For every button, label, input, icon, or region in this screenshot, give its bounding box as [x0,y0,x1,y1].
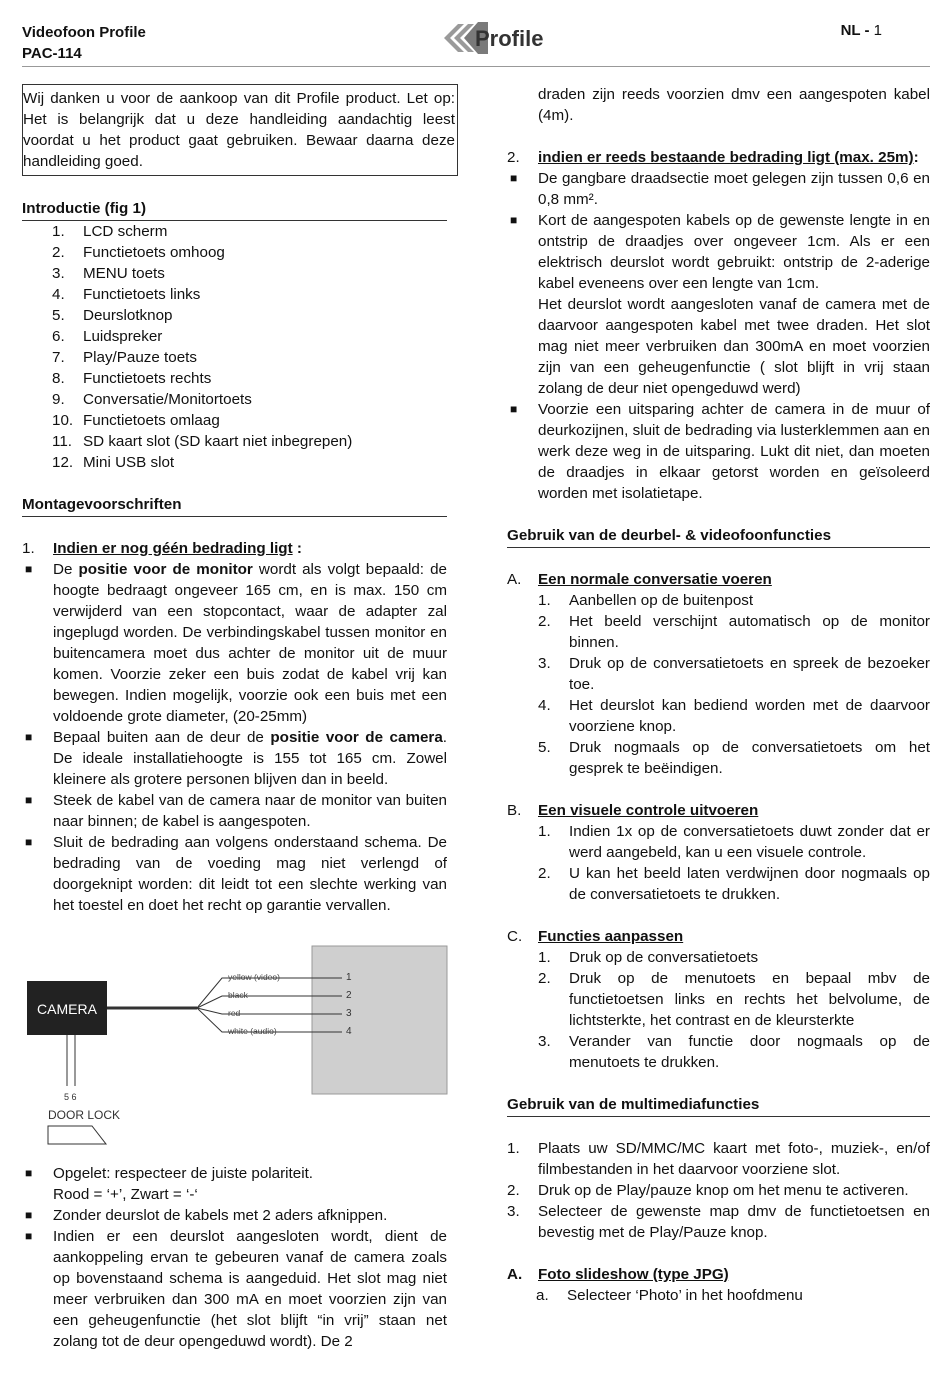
list-item: 2. Druk op de Play/pauze knop om het menu te activeren. [507,1182,909,1199]
list-item: ■ De gangbare draadsectie moet gelegen zijn tussen 0,6 en 0,8 mm². [510,170,930,208]
multimedia-list [476,1138,930,1243]
list-item: ■ Steek de kabel van de camera naar de monitor van buiten naar binnen; de kabel is aangespoten. [25,792,447,830]
list-item: 3. MENU toets [52,265,165,282]
list-item: 8. Functietoets rechts [52,370,212,387]
wire-num-4: 4 [346,1026,352,1037]
section-a: A. Een normale conversatie voeren [507,571,772,588]
wire-label-2: black [228,990,248,1000]
list-item: ■ Indien er een deurslot aangesloten wordt, dient de aankoppeling ervan te gebeuren vanaf de camera zoals op bovenstaand schema is aangeduid. Het slot mag niet meer verbruiken dan 300 mA en moet voorzien zijn van een geheugenfunctie (het slot blijft “in vrij” staan net zolang tot de deur opengeduwd wordt). De 2 [25,1228,447,1350]
list-item: 11. SD kaart slot (SD kaart niet inbegrepen) [52,433,353,450]
lock-pins: 5 6 [64,1092,77,1102]
list-item: 1. Druk op de conversatietoets [538,949,759,966]
list-item: ■ Kort de aangespoten kabels op de gewenste lengte in en ontstrip de draadjes over ongeveer 1cm. Als er een elektrisch deurslot wordt gebruikt: ontstrip de 2-aderige kabel eveneens over een lengte van 1cm. Het deurslot wordt aangesloten vanaf de camera met de daarvoor aangespoten kabel met twee draden. Het slot mag niet meer verbruiken dan 300mA en moet voorzien zijn van een geheugenfunctie ( slot blijft in vrij staan zolang de deur niet opengeduwd werd) [510,212,930,397]
list-item: 2. Druk op de menutoets en bepaal mbv de functietoetsen links en rechts het belvolume, de lichtsterkte, het contrast en de kleursterkte [538,970,930,1029]
list-item: 2. Het beeld verschijnt automatisch op de monitor binnen. [538,613,930,651]
header-divider [22,66,930,67]
list-item: ■ De positie voor de monitor wordt als volgt bepaald: de hoogte bedraagt ongeveer 165 cm, en is max. 150 cm verwijderd van een stopcontact, waar de adapter zal ingeplugd worden. De verbindingskabel tussen monitor en buitencamera moet dus achter de monitor uit de muur komen. Voorzie zeker een buis zodat de kabel vrij kan bewegen. Indien mogelijk, voorzie ook een buis met een voldoende grote diameter, (20-25mm) [25,561,447,725]
wire-label-3: red [228,1008,241,1018]
list-item: ■ Zonder deurslot de kabels met 2 aders afknippen. [25,1207,388,1224]
section-b: B. Een visuele controle uitvoeren [507,802,759,819]
mount-case-1: 1. Indien er nog géén bedrading ligt : [22,540,302,557]
continued-text: draden zijn reeds voorzien dmv een aangespoten kabel (4m). [538,86,930,124]
door-lock-icon [48,1126,106,1144]
foto-step-a: a. Selecteer ‘Photo’ in het hoofdmenu [536,1287,803,1304]
wire-num-3: 3 [346,1008,352,1019]
list-item: 10. Functietoets omlaag [52,412,220,429]
right-column [507,84,930,1306]
wire-num-2: 2 [346,990,352,1001]
intro-list [22,221,447,473]
list-item: 4. Het deurslot kan bediend worden met de daarvoor voorziene knop. [538,697,930,735]
section-c-list [507,947,930,1073]
wire-num-1: 1 [346,972,352,983]
mount-bullets [22,559,447,916]
list-item: 9. Conversatie/Monitortoets [52,391,252,408]
page-lang: NL - [840,22,870,39]
list-item: 6. Luidspreker [52,328,163,345]
wire-label-4: white (audio) [228,1026,277,1036]
svg-text:Profile: Profile [475,26,544,51]
list-item: ■ Sluit de bedrading aan volgens onderstaand schema. De bedrading van de voeding mag niet verlengd of doorgeknipt worden: dit leidt tot een slechte werking van het toestel en doet het recht op garantie vervallen. [25,834,447,914]
wiring-diagram [22,936,452,1146]
camera-label: CAMERA [37,1001,97,1017]
intro-heading: Introductie (fig 1) [22,198,447,221]
list-item: 2. U kan het beeld laten verdwijnen door nogmaals op de conversatietoets te drukken. [538,865,930,903]
wire-lines [67,978,342,1086]
monitor-box [312,946,447,1094]
list-item: 5. Deurslotknop [52,307,173,324]
list-item: 5. Druk nogmaals op de conversatietoets om het gesprek te beëindigen. [538,739,930,777]
list-item: 1. Indien 1x op de conversatietoets duwt zonder dat er werd aangebeld, kan u een visuele controle. [538,823,930,861]
existing-wiring-bullets [507,168,930,504]
thank-you-notice: Wij danken u voor de aankoop van dit Profile product. Let op: Het is belangrijk dat u deze handleiding aandachtig leest voordat u het product gaat gebruiken. Bewaar daarna deze handleiding goed. [22,84,458,176]
section-b-list [507,821,930,905]
model-number: PAC-114 [22,45,82,62]
list-item: 3. Druk op de conversatietoets en spreek de bezoeker toe. [538,655,930,693]
wire-label-1: yellow (video) [228,972,280,982]
list-item: 1. LCD scherm [52,223,168,240]
polarity-bullets [22,1163,447,1352]
left-column [22,84,455,1352]
multimedia-heading: Gebruik van de multimediafuncties [507,1094,930,1117]
list-item: 1. Aanbellen op de buitenpost [538,592,754,609]
foto-section: A. Foto slideshow (type JPG) [507,1266,729,1283]
page-num: 1 [873,22,882,39]
list-item: ■ Opgelet: respecteer de juiste polariteit. Rood = ‘+’, Zwart = ‘-‘ [25,1165,314,1203]
mount-heading: Montagevoorschriften [22,494,447,517]
list-item: ■ Bepaal buiten aan de deur de positie voor de camera. De ideale installatiehoogte is 155 tot 165 cm. Zowel kleinere als grotere personen blijven dan in beeld. [25,729,447,788]
list-item: 3. Verander van functie door nogmaals op de menutoets te drukken. [538,1033,930,1071]
section-c: C. Functies aanpassen [507,928,684,945]
mount-case-2: 2. indien er reeds bestaande bedrading ligt (max. 25m): [507,149,919,166]
door-lock-label: DOOR LOCK [48,1108,121,1122]
page-number [841,22,882,39]
list-item: 12. Mini USB slot [52,454,175,471]
header-left [22,22,146,64]
profile-logo [432,12,562,64]
list-item: 1. Plaats uw SD/MMC/MC kaart met foto-, muziek-, en/of filmbestanden in het daarvoor voorziene slot. [507,1140,930,1178]
section-a-list [507,590,930,779]
list-item: 2. Functietoets omhoog [52,244,225,261]
list-item: 7. Play/Pauze toets [52,349,197,366]
list-item: ■ Voorzie een uitsparing achter de camera in de muur of deurkozijnen, sluit de bedrading via lusterklemmen aan en werk deze weg in de uitsparing. Lukt dit niet, dan moeten de draadjes in elkaar getorst worden en geïsoleerd worden met isolatietape. [510,401,930,502]
use-heading: Gebruik van de deurbel- & videofoonfuncties [507,525,930,548]
list-item: 4. Functietoets links [52,286,201,303]
product-name: Videofoon Profile [22,24,146,41]
list-item: 3. Selecteer de gewenste map dmv de functietoetsen en bevestig met de Play/Pauze knop. [507,1203,930,1241]
